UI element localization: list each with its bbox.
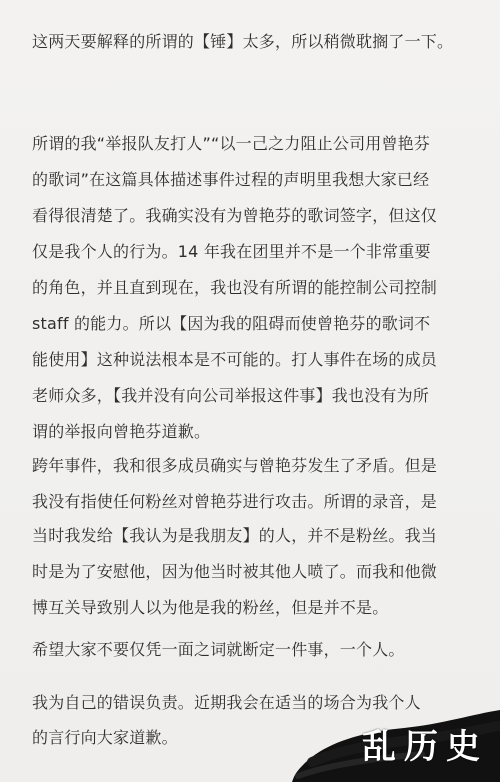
watermark: [292, 704, 500, 782]
text-line: 跨年事件，我和很多成员确实与曾艳芬发生了矛盾。但是: [32, 456, 438, 475]
text-line: 老师众多，【我并没有向公司举报这件事】我也没有为所: [32, 386, 430, 405]
text-line: 时是为了安慰他，因为他当时被其他人喷了。而我和他微: [32, 562, 438, 581]
text-line: 能使用】这种说法根本是不可能的。打人事件在场的成员: [32, 350, 438, 369]
text-line: staff 的能力。所以【因为我的阻碍而使曾艳芬的歌词不: [32, 314, 431, 333]
text-line: 当时我发给【我认为是我朋友】的人，并不是粉丝。我当: [32, 526, 438, 545]
text-line: 这两天要解释的所谓的【锤】太多，所以稍微耽搁了一下。: [32, 32, 454, 51]
text-line: 的言行向大家道歉。: [32, 728, 178, 747]
text-line: 看得很清楚了。我确实没有为曾艳芬的歌词签字，但这仅: [32, 206, 438, 225]
watermark-text: 乱历史: [362, 727, 488, 767]
text-line: 谓的举报向曾艳芬道歉。: [32, 422, 211, 441]
text-line: 我为自己的错误负责。近期我会在适当的场合为我个人: [32, 693, 421, 712]
text-line: 的歌词”在这篇具体描述事件过程的声明里我想大家已经: [32, 170, 430, 189]
text-line: 仅是我个人的行为。14 年我在团里并不是一个非常重要: [32, 242, 431, 261]
text-line: 希望大家不要仅凭一面之词就断定一件事，一个人。: [32, 640, 405, 659]
text-line: 所谓的我“举报队友打人”“以一己之力阻止公司用曾艳芬: [32, 134, 431, 153]
text-line: 我没有指使任何粉丝对曾艳芬进行攻击。所谓的录音，是: [32, 492, 438, 511]
text-line: 博互关导致别人以为他是我的粉丝，但是并不是。: [32, 598, 389, 617]
text-line: 的角色，并且直到现在，我也没有所谓的能控制公司控制: [32, 278, 438, 297]
